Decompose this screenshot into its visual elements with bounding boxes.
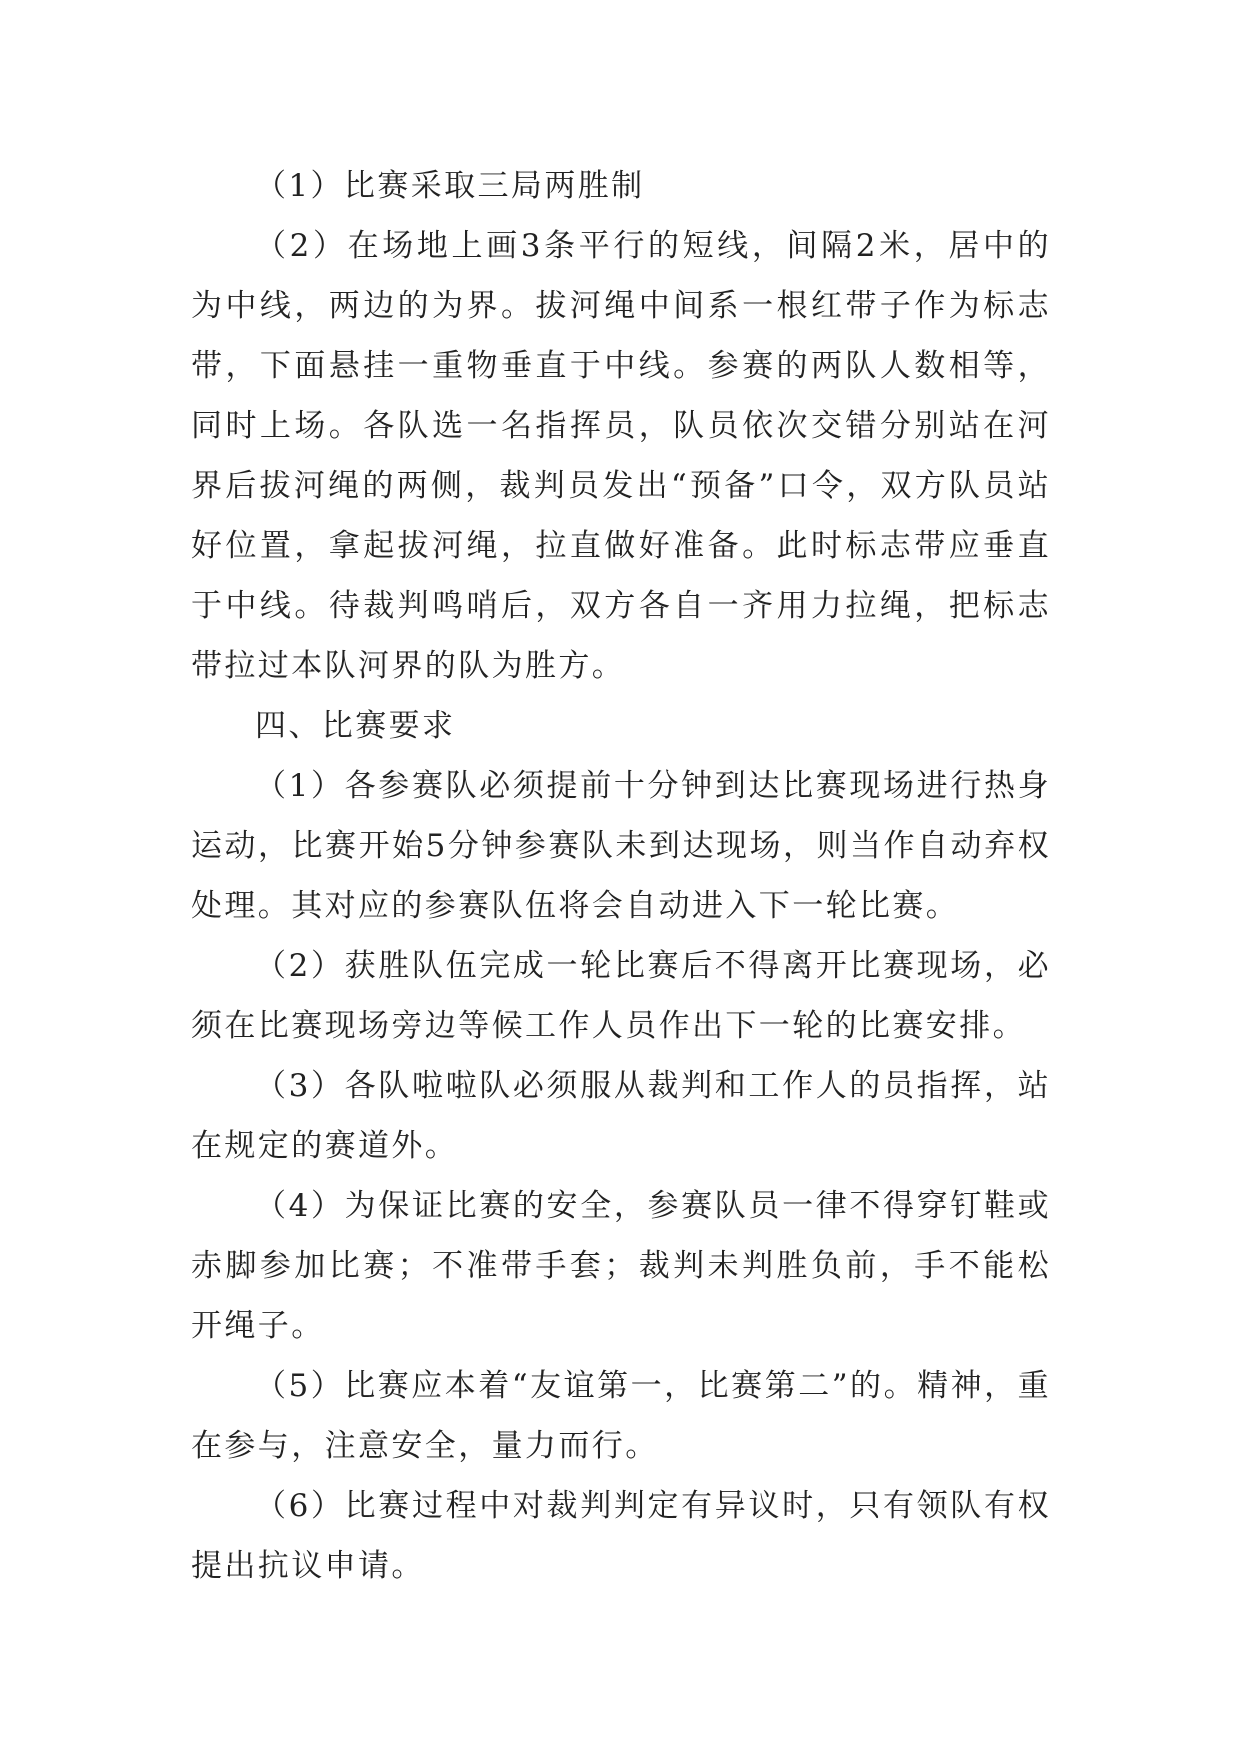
paragraph-requirement-1: （1）各参赛队必须提前十分钟到达比赛现场进行热身运动，比赛开始5分钟参赛队未到达现场，则当作自动弃权处理。其对应的参赛队伍将会自动进入下一轮比赛。 bbox=[191, 768, 1051, 924]
paragraph-requirement-6: （6）比赛过程中对裁判判定有异议时，只有领队有权提出抗议申请。 bbox=[191, 1488, 1051, 1584]
paragraph-requirement-4: （4）为保证比赛的安全，参赛队员一律不得穿钉鞋或赤脚参加比赛；不准带手套；裁判未判胜负前，手不能松开绳子。 bbox=[191, 1188, 1051, 1344]
document-body bbox=[191, 156, 1051, 1596]
section-heading-requirements: 四、比赛要求 bbox=[255, 708, 456, 744]
paragraph-rule-2: （2）在场地上画3条平行的短线，间隔2米，居中的为中线，两边的为界。拔河绳中间系一根红带子作为标志带，下面悬挂一重物垂直于中线。参赛的两队人数相等，同时上场。各队选一名指挥员，队员依次交错分别站在河界后拔河绳的两侧，裁判员发出“预备”口令，双方队员站好位置，拿起拔河绳，拉直做好准备。此时标志带应垂直于中线。待裁判鸣哨后，双方各自一齐用力拉绳，把标志带拉过本队河界的队为胜方。 bbox=[191, 228, 1051, 684]
paragraph-requirement-3: （3）各队啦啦队必须服从裁判和工作人的员指挥，站在规定的赛道外。 bbox=[191, 1068, 1051, 1164]
paragraph-requirement-2: （2）获胜队伍完成一轮比赛后不得离开比赛现场，必须在比赛现场旁边等候工作人员作出下一轮的比赛安排。 bbox=[191, 948, 1051, 1044]
paragraph-rule-1: （1）比赛采取三局两胜制 bbox=[255, 168, 645, 204]
paragraph-requirement-5: （5）比赛应本着“友谊第一，比赛第二”的。精神，重在参与，注意安全，量力而行。 bbox=[191, 1368, 1051, 1464]
